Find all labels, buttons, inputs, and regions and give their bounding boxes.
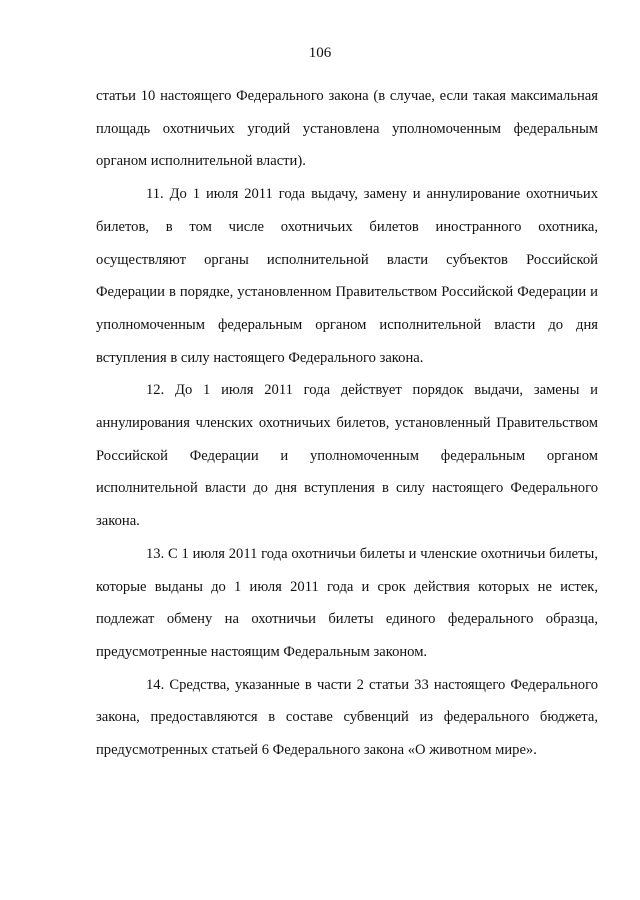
paragraph-11: 11. До 1 июля 2011 года выдачу, замену и аннулирование охотничьих билетов, в том числе охотничьих билетов иностранного охотника, осуществляют органы исполнительной власти субъектов Российской Федерации в порядке, установленном Правительством Российской Федерации и уполномоченным федеральным органом исполнительной власти до дня вступления в силу настоящего Федерального закона.	[96, 186, 598, 366]
paragraph-13: 13. С 1 июля 2011 года охотничьи билеты и членские охотничьи билеты, которые выданы до 1 июля 2011 года и срок действия которых не истек, подлежат обмену на охотничьи билеты единого федерального образца, предусмотренные настоящим Федеральным законом.	[96, 545, 598, 660]
paragraph-continuation: статьи 10 настоящего Федерального закона (в случае, если такая максимальная площадь охотничьих угодий установлена уполномоченным федеральным органом исполнительной власти).	[96, 88, 598, 170]
paragraph-12: 12. До 1 июля 2011 года действует порядок выдачи, замены и аннулирования членских охотничьих билетов, установленный Правительством Российской Федерации и уполномоченным федеральным органом исполнительной власти до дня вступления в силу настоящего Федерального закона.	[96, 382, 598, 530]
paragraph-14: 14. Средства, указанные в части 2 статьи 33 настоящего Федерального закона, предоставляются в составе субвенций из федерального бюджета, предусмотренных статьей 6 Федерального закона «О животном мире».	[96, 676, 598, 759]
document-body	[96, 80, 598, 767]
page-number: 106	[308, 45, 332, 61]
